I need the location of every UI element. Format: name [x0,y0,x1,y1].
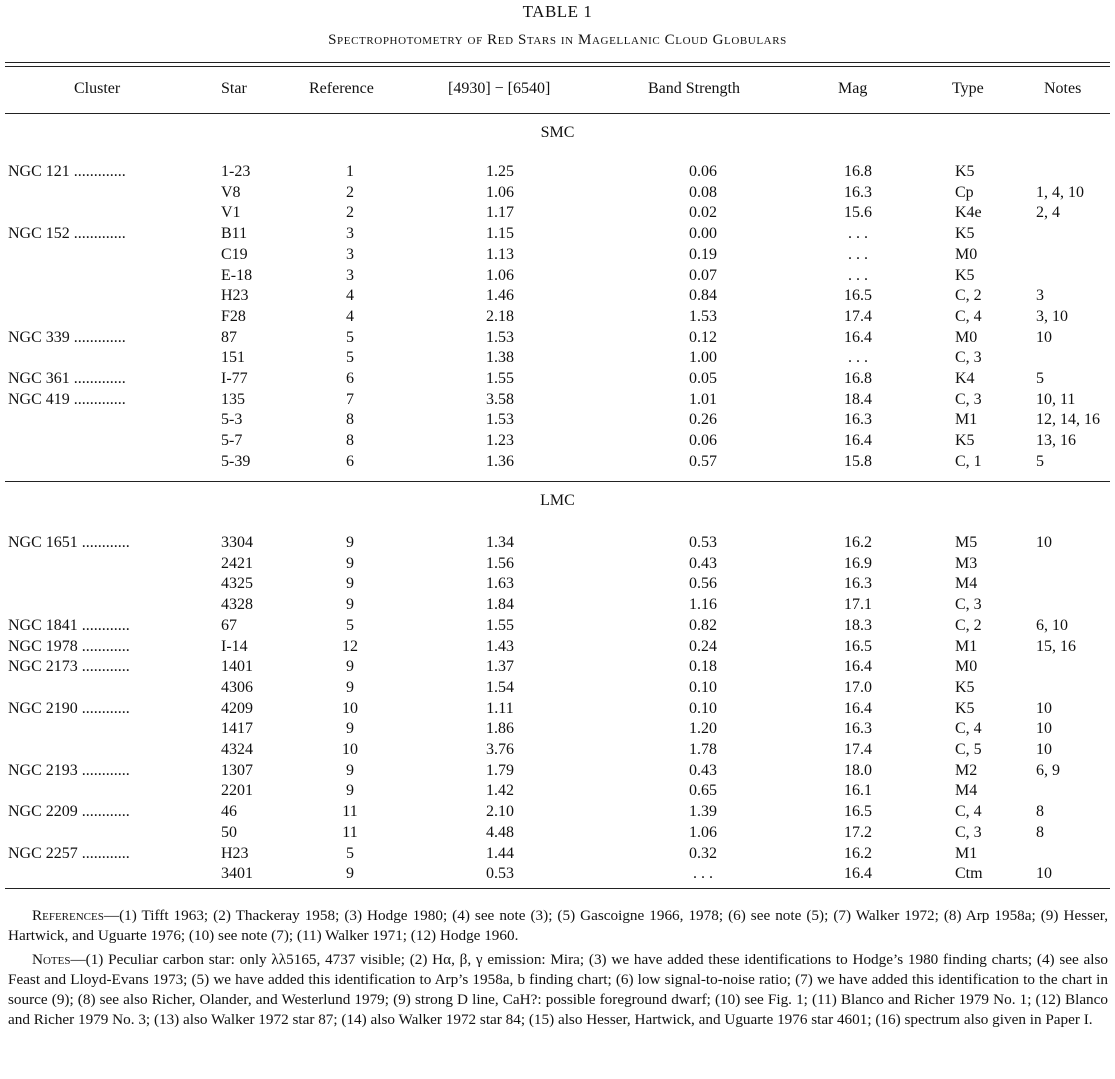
reference-cell: 6 [346,370,354,387]
table-row [0,204,1115,225]
band-strength-cell: 0.65 [689,782,717,800]
header-cluster: Cluster [74,80,121,97]
color-index-cell: 1.38 [486,349,514,367]
header-color-index: [4930] − [6540] [448,80,551,97]
mag-cell: 16.4 [844,699,872,717]
table-row [0,720,1115,741]
reference-cell: 3 [346,225,354,243]
reference-cell: 9 [346,575,354,593]
reference-cell: 9 [346,596,354,614]
notes-cell: 13, 16 [1036,432,1076,450]
star-id: 50 [221,823,237,841]
top-double-rule-1 [5,62,1110,63]
notes-cell: 1, 4, 10 [1036,183,1084,201]
cluster-name: NGC 2190 ............ [8,699,130,717]
star-id: 2421 [221,554,253,572]
header-band-strength: Band Strength [648,80,740,97]
mag-cell: 16.8 [844,370,872,387]
notes-cell: 15, 16 [1036,637,1076,655]
color-index-cell: 1.44 [486,844,514,862]
type-cell: M1 [955,411,978,429]
star-id: C19 [221,245,248,263]
band-strength-cell: 0.10 [689,678,717,696]
cluster-name: NGC 361 ............. [8,370,126,387]
cluster-name: NGC 1651 ............ [8,534,130,551]
notes-cell: 3 [1036,287,1044,305]
cluster-name: NGC 152 ............. [8,225,126,243]
star-id: 151 [221,349,245,367]
mag-cell: 16.5 [844,637,872,655]
mag-cell: 17.4 [844,741,872,758]
cluster-name: NGC 2193 ............ [8,761,130,779]
reference-cell: 3 [346,245,354,263]
reference-cell: 9 [346,865,354,883]
type-cell: M0 [955,245,978,263]
notes-cell: 10 [1036,865,1052,883]
table-row [0,534,1115,555]
color-index-cell: 1.36 [486,452,514,470]
mag-cell: 16.3 [844,720,872,738]
references-text: —(1) Tifft 1963; (2) Thackeray 1958; (3) Hodge 1980; (4) see note (3); (5) Gascoigne 1966, 1978; (6) see note (5); (7) Walker 1972; (8) Arp 1958a; (9) Hesser, Hartwick, and Uguarte 1976; (10) see note (7); (11) Walker 1971; (12) Hodge 1960. [8,907,1108,944]
notes-cell: 5 [1036,370,1044,387]
mag-cell: 17.0 [844,678,872,696]
table-row [0,658,1115,679]
notes-cell: 6, 9 [1036,761,1060,779]
band-strength-cell: 1.00 [689,349,717,367]
band-strength-cell: 1.20 [689,720,717,738]
type-cell: M2 [955,761,978,779]
cluster-name: NGC 419 ............. [8,390,126,408]
notes-cell: 10 [1036,699,1052,717]
mag-cell: 16.5 [844,803,872,821]
notes-cell: 2, 4 [1036,204,1060,222]
header-star: Star [221,80,247,97]
mag-cell: 16.8 [844,163,872,180]
star-id: I-77 [221,370,248,387]
color-index-cell: 1.25 [486,163,514,180]
star-id: 46 [221,803,237,821]
type-cell: C, 4 [955,307,982,325]
reference-cell: 5 [346,349,354,367]
mag-cell: . . . [848,245,868,263]
band-strength-cell: 0.26 [689,411,717,429]
table-row [0,803,1115,824]
mag-cell: . . . [848,349,868,367]
header-mag: Mag [838,80,868,97]
notes-cell: 8 [1036,803,1044,821]
mag-cell: 16.4 [844,432,872,450]
table-row [0,617,1115,638]
table-row [0,391,1115,412]
table-row [0,575,1115,596]
mag-cell: 17.4 [844,307,872,325]
reference-cell: 12 [342,637,358,655]
band-strength-cell: 0.02 [689,204,717,222]
notes-cell: 3, 10 [1036,307,1068,325]
color-index-cell: 2.18 [486,307,514,325]
color-index-cell: 1.63 [486,575,514,593]
notes-cell: 10, 11 [1036,390,1076,408]
color-index-cell: 3.58 [486,390,514,408]
band-strength-cell: 0.19 [689,245,717,263]
band-strength-cell: 1.06 [689,823,717,841]
table-subtitle: Spectrophotometry of Red Stars in Magellanic Cloud Globulars [328,32,787,48]
mag-cell: 18.0 [844,761,872,779]
mag-cell: 17.2 [844,823,872,841]
table-row [0,370,1115,391]
section-divider-rule [5,481,1110,482]
star-id: 1-23 [221,163,251,180]
type-cell: K5 [955,163,975,180]
table-row [0,865,1115,886]
table-title: TABLE 1 [522,2,593,21]
reference-cell: 2 [346,183,354,201]
star-id: V1 [221,204,241,222]
reference-cell: 9 [346,534,354,551]
star-id: 1417 [221,720,253,738]
table-row [0,329,1115,350]
type-cell: Ctm [955,865,983,883]
table-row [0,741,1115,762]
reference-cell: 9 [346,658,354,676]
star-id: 1401 [221,658,253,676]
table-row [0,184,1115,205]
type-cell: K5 [955,678,975,696]
reference-cell: 6 [346,452,354,470]
table-row [0,638,1115,659]
band-strength-cell: 0.24 [689,637,717,655]
mag-cell: 16.4 [844,328,872,346]
band-strength-cell: 0.07 [689,266,717,284]
color-index-cell: 1.55 [486,616,514,634]
band-strength-cell: 1.16 [689,596,717,614]
band-strength-cell: 0.06 [689,432,717,450]
reference-cell: 7 [346,390,354,408]
star-id: 3304 [221,534,253,551]
cluster-name: NGC 2257 ............ [8,844,130,862]
mag-cell: 15.6 [844,204,872,222]
reference-cell: 5 [346,616,354,634]
reference-cell: 11 [342,803,358,821]
table-row [0,163,1115,184]
cluster-name: NGC 339 ............. [8,328,126,346]
band-strength-cell: 0.53 [689,534,717,551]
type-cell: M5 [955,534,978,551]
type-cell: C, 5 [955,741,982,758]
star-id: 5-39 [221,452,251,470]
footnotes [8,906,1108,1034]
table-row [0,308,1115,329]
band-strength-cell: 1.39 [689,803,717,821]
type-cell: K5 [955,225,975,243]
table-row [0,596,1115,617]
mag-cell: 16.5 [844,287,872,305]
color-index-cell: 1.06 [486,266,514,284]
cluster-name: NGC 2209 ............ [8,803,130,821]
table-row [0,267,1115,288]
table-row [0,845,1115,866]
type-cell: M1 [955,637,978,655]
star-id: 135 [221,390,245,408]
color-index-cell: 1.34 [486,534,514,551]
table-row [0,432,1115,453]
cluster-name: NGC 121 ............. [8,163,126,180]
reference-cell: 8 [346,432,354,450]
color-index-cell: 1.86 [486,720,514,738]
color-index-cell: 1.56 [486,554,514,572]
header-reference: Reference [309,80,374,97]
table-row [0,679,1115,700]
references-label: References [32,907,104,924]
band-strength-cell: 1.78 [689,741,717,758]
mag-cell: 16.4 [844,865,872,883]
band-strength-cell: 0.57 [689,452,717,470]
section-heading-smc: SMC [540,124,575,141]
table-row [0,411,1115,432]
reference-cell: 10 [342,699,358,717]
band-strength-cell: 0.82 [689,616,717,634]
mag-cell: . . . [848,225,868,243]
band-strength-cell: 0.05 [689,370,717,387]
type-cell: K5 [955,266,975,284]
star-id: 4325 [221,575,253,593]
type-cell: M4 [955,575,978,593]
star-id: F28 [221,307,246,325]
cluster-name: NGC 1978 ............ [8,637,130,655]
mag-cell: 16.4 [844,658,872,676]
mag-cell: 16.9 [844,554,872,572]
star-id: 4209 [221,699,253,717]
band-strength-cell: 0.43 [689,554,717,572]
color-index-cell: 4.48 [486,823,514,841]
color-index-cell: 1.84 [486,596,514,614]
color-index-cell: 1.23 [486,432,514,450]
color-index-cell: 1.53 [486,328,514,346]
star-id: I-14 [221,637,248,655]
notes-cell: 5 [1036,452,1044,470]
reference-cell: 9 [346,554,354,572]
table-row [0,824,1115,845]
reference-cell: 3 [346,266,354,284]
star-id: 87 [221,328,237,346]
star-id: 67 [221,616,237,634]
header-rule [5,113,1110,114]
band-strength-cell: 0.32 [689,844,717,862]
color-index-cell: 1.43 [486,637,514,655]
star-id: H23 [221,287,249,305]
section-heading-lmc: LMC [540,492,575,509]
band-strength-cell: 0.84 [689,287,717,305]
type-cell: M1 [955,844,978,862]
color-index-cell: 1.37 [486,658,514,676]
type-cell: C, 4 [955,803,982,821]
notes-cell: 10 [1036,741,1052,758]
reference-cell: 8 [346,411,354,429]
header-type: Type [952,80,984,97]
color-index-cell: 1.46 [486,287,514,305]
mag-cell: 16.2 [844,534,872,551]
band-strength-cell: 0.08 [689,183,717,201]
mag-cell: 15.8 [844,452,872,470]
band-strength-cell: . . . [693,865,713,883]
bottom-rule [5,888,1110,889]
mag-cell: 18.3 [844,616,872,634]
color-index-cell: 1.79 [486,761,514,779]
color-index-cell: 0.53 [486,865,514,883]
band-strength-cell: 0.43 [689,761,717,779]
band-strength-cell: 1.01 [689,390,717,408]
reference-cell: 4 [346,307,354,325]
reference-cell: 2 [346,204,354,222]
table-row [0,453,1115,474]
reference-cell: 5 [346,328,354,346]
notes-cell: 10 [1036,534,1052,551]
reference-cell: 4 [346,287,354,305]
mag-cell: 16.3 [844,411,872,429]
star-id: H23 [221,844,249,862]
star-id: 4328 [221,596,253,614]
band-strength-cell: 0.06 [689,163,717,180]
type-cell: C, 3 [955,349,982,367]
color-index-cell: 1.06 [486,183,514,201]
star-id: 5-3 [221,411,243,429]
type-cell: M0 [955,658,978,676]
band-strength-cell: 0.00 [689,225,717,243]
references-paragraph [8,906,1108,946]
color-index-cell: 1.15 [486,225,514,243]
notes-text: —(1) Peculiar carbon star: only λλ5165, 4737 visible; (2) Hα, β, γ emission: Mira; (3) we have added these identifications to Hodge’s 1980 finding charts; (4) see also Feast and Lloyd-Evans 1973; (5) we have added this identification to Arp’s 1958a, b finding chart; (6) low signal-to-noise ratio; (7) we have added this identification to the chart in source (9); (8) see also Richer, Olander, and Westerlund 1979; (9) strong D line, CaH?: possible foreground dwarf; (10) see Fig. 1; (11) Blanco and Richer 1979 No. 1; (12) Blanco and Richer 1979 No. 3; (13) also Walker 1972 star 87; (14) also Walker 1972 star 84; (15) also Hesser, Hartwick, and Uguarte 1976 star 4601; (16) spectrum also given in Paper I. [8,951,1108,1028]
reference-cell: 9 [346,720,354,738]
notes-label: Notes [32,951,71,968]
reference-cell: 5 [346,844,354,862]
table-row [0,782,1115,803]
table-row [0,225,1115,246]
type-cell: C, 2 [955,616,982,634]
mag-cell: 16.2 [844,844,872,862]
band-strength-cell: 1.53 [689,307,717,325]
star-id: 3401 [221,865,253,883]
color-index-cell: 1.13 [486,245,514,263]
table-row [0,287,1115,308]
band-strength-cell: 0.10 [689,699,717,717]
type-cell: K5 [955,432,975,450]
band-strength-cell: 0.12 [689,328,717,346]
color-index-cell: 1.17 [486,204,514,222]
top-double-rule-2 [5,66,1110,67]
notes-cell: 8 [1036,823,1044,841]
type-cell: K5 [955,699,975,717]
type-cell: C, 1 [955,452,982,470]
table-row [0,555,1115,576]
cluster-name: NGC 2173 ............ [8,658,130,676]
mag-cell: 16.3 [844,183,872,201]
mag-cell: 18.4 [844,390,872,408]
star-id: V8 [221,183,241,201]
table-row [0,246,1115,267]
star-id: 4324 [221,741,253,758]
star-id: B11 [221,225,248,243]
table-row [0,762,1115,783]
star-id: E-18 [221,266,253,284]
color-index-cell: 1.55 [486,370,514,387]
table-row [0,349,1115,370]
cluster-name: NGC 1841 ............ [8,616,130,634]
notes-cell: 10 [1036,720,1052,738]
type-cell: C, 2 [955,287,982,305]
color-index-cell: 1.42 [486,782,514,800]
star-id: 4306 [221,678,253,696]
reference-cell: 9 [346,782,354,800]
type-cell: K4 [955,370,975,387]
color-index-cell: 1.11 [486,699,514,717]
type-cell: C, 3 [955,823,982,841]
reference-cell: 1 [346,163,354,180]
type-cell: M3 [955,554,978,572]
star-id: 1307 [221,761,253,779]
notes-cell: 10 [1036,328,1052,346]
notes-cell: 6, 10 [1036,616,1068,634]
type-cell: M0 [955,328,978,346]
type-cell: Cp [955,183,974,201]
notes-cell: 12, 14, 16 [1036,411,1100,429]
type-cell: M4 [955,782,978,800]
type-cell: C, 4 [955,720,982,738]
band-strength-cell: 0.56 [689,575,717,593]
type-cell: C, 3 [955,390,982,408]
color-index-cell: 3.76 [486,741,514,758]
band-strength-cell: 0.18 [689,658,717,676]
mag-cell: 16.1 [844,782,872,800]
mag-cell: 17.1 [844,596,872,614]
reference-cell: 11 [342,823,358,841]
mag-cell: . . . [848,266,868,284]
notes-paragraph [8,950,1108,1030]
color-index-cell: 1.54 [486,678,514,696]
header-notes: Notes [1044,80,1082,97]
table-row [0,700,1115,721]
star-id: 5-7 [221,432,243,450]
mag-cell: 16.3 [844,575,872,593]
reference-cell: 9 [346,761,354,779]
color-index-cell: 1.53 [486,411,514,429]
type-cell: C, 3 [955,596,982,614]
type-cell: K4e [955,204,982,222]
reference-cell: 10 [342,741,358,758]
star-id: 2201 [221,782,253,800]
color-index-cell: 2.10 [486,803,514,821]
reference-cell: 9 [346,678,354,696]
